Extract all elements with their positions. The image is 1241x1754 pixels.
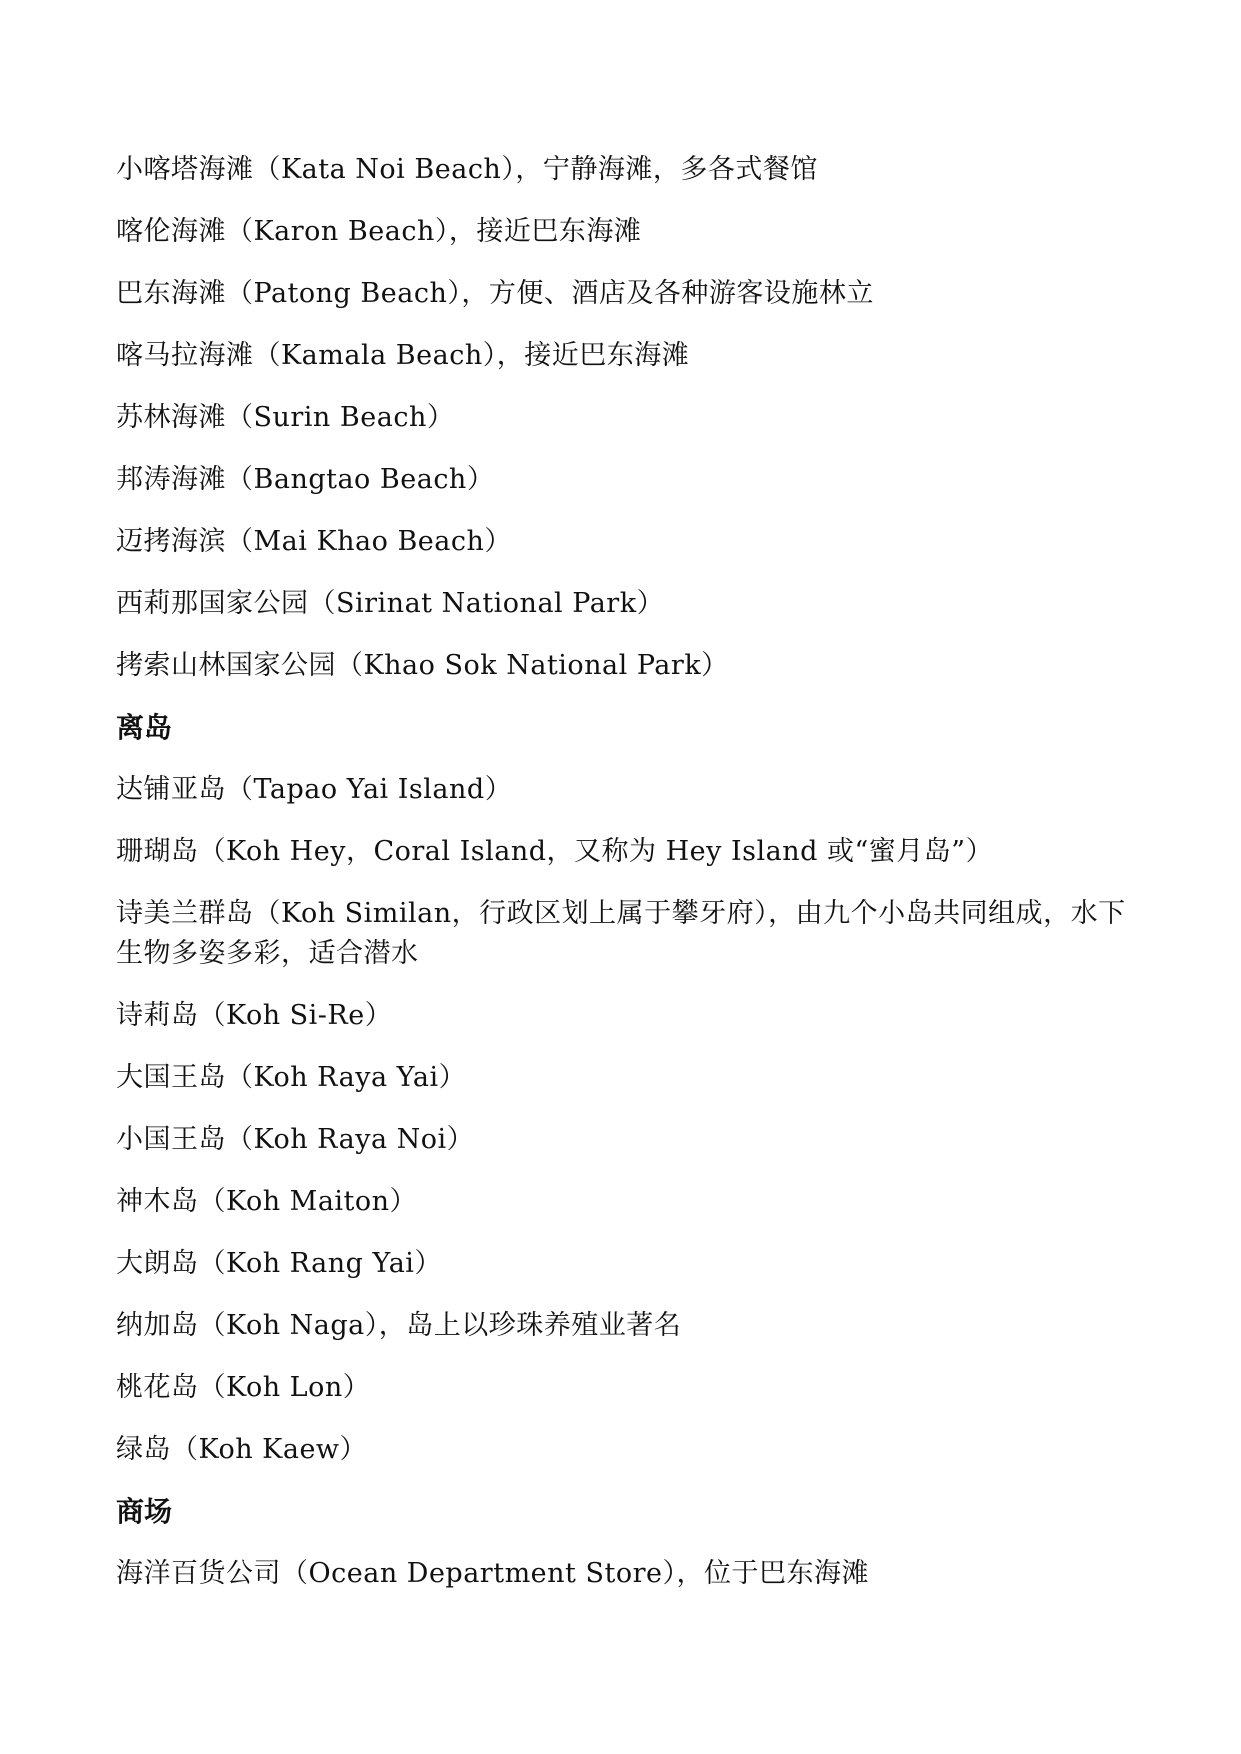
beach-entry-kamala: 喀马拉海滩（Kamala Beach），接近巴东海滩: [116, 340, 690, 371]
island-entry-maiton: 神木岛（Koh Maiton）: [116, 1186, 418, 1217]
beach-entry-patong: 巴东海滩（Patong Beach），方便、酒店及各种游客设施林立: [116, 278, 874, 309]
island-entry-raya-yai: 大国王岛（Koh Raya Yai）: [116, 1062, 467, 1093]
beach-entry-surin: 苏林海滩（Surin Beach）: [116, 402, 455, 433]
beach-entry-mai-khao: 迈拷海滨（Mai Khao Beach）: [116, 526, 512, 557]
beach-entry-bangtao: 邦涛海滩（Bangtao Beach）: [116, 464, 495, 495]
park-entry-sirinat: 西莉那国家公园（Sirinat National Park）: [116, 588, 665, 619]
island-entry-rang-yai: 大朗岛（Koh Rang Yai）: [116, 1248, 442, 1279]
island-entry-raya-noi: 小国王岛（Koh Raya Noi）: [116, 1124, 475, 1155]
park-entry-khao-sok: 拷索山林国家公园（Khao Sok National Park）: [116, 650, 729, 681]
beach-entry-kata-noi: 小喀塔海滩（Kata Noi Beach），宁静海滩，多各式餐馆: [116, 154, 818, 185]
island-entry-tapao-yai: 达铺亚岛（Tapao Yai Island）: [116, 774, 513, 805]
island-entry-lon: 桃花岛（Koh Lon）: [116, 1372, 371, 1403]
island-entry-si-re: 诗莉岛（Koh Si-Re）: [116, 1000, 393, 1031]
document-page: [116, 150, 1126, 1616]
beach-entry-karon: 喀伦海滩（Karon Beach），接近巴东海滩: [116, 216, 642, 247]
section-heading-malls: 商场: [116, 1495, 173, 1528]
island-entry-koh-hey: 珊瑚岛（Koh Hey，Coral Island，又称为 Hey Island 或“蜜月岛”）: [116, 836, 994, 867]
section-heading-islands: 离岛: [116, 711, 173, 744]
island-entry-naga: 纳加岛（Koh Naga），岛上以珍珠养殖业著名: [116, 1310, 682, 1341]
island-entry-kaew: 绿岛（Koh Kaew）: [116, 1434, 368, 1465]
island-entry-similan: 诗美兰群岛（Koh Similan，行政区划上属于攀牙府），由九个小岛共同组成，水下生物多姿多彩，适合潜水: [116, 898, 1126, 969]
mall-entry-ocean-department-store: 海洋百货公司（Ocean Department Store），位于巴东海滩: [116, 1558, 869, 1589]
